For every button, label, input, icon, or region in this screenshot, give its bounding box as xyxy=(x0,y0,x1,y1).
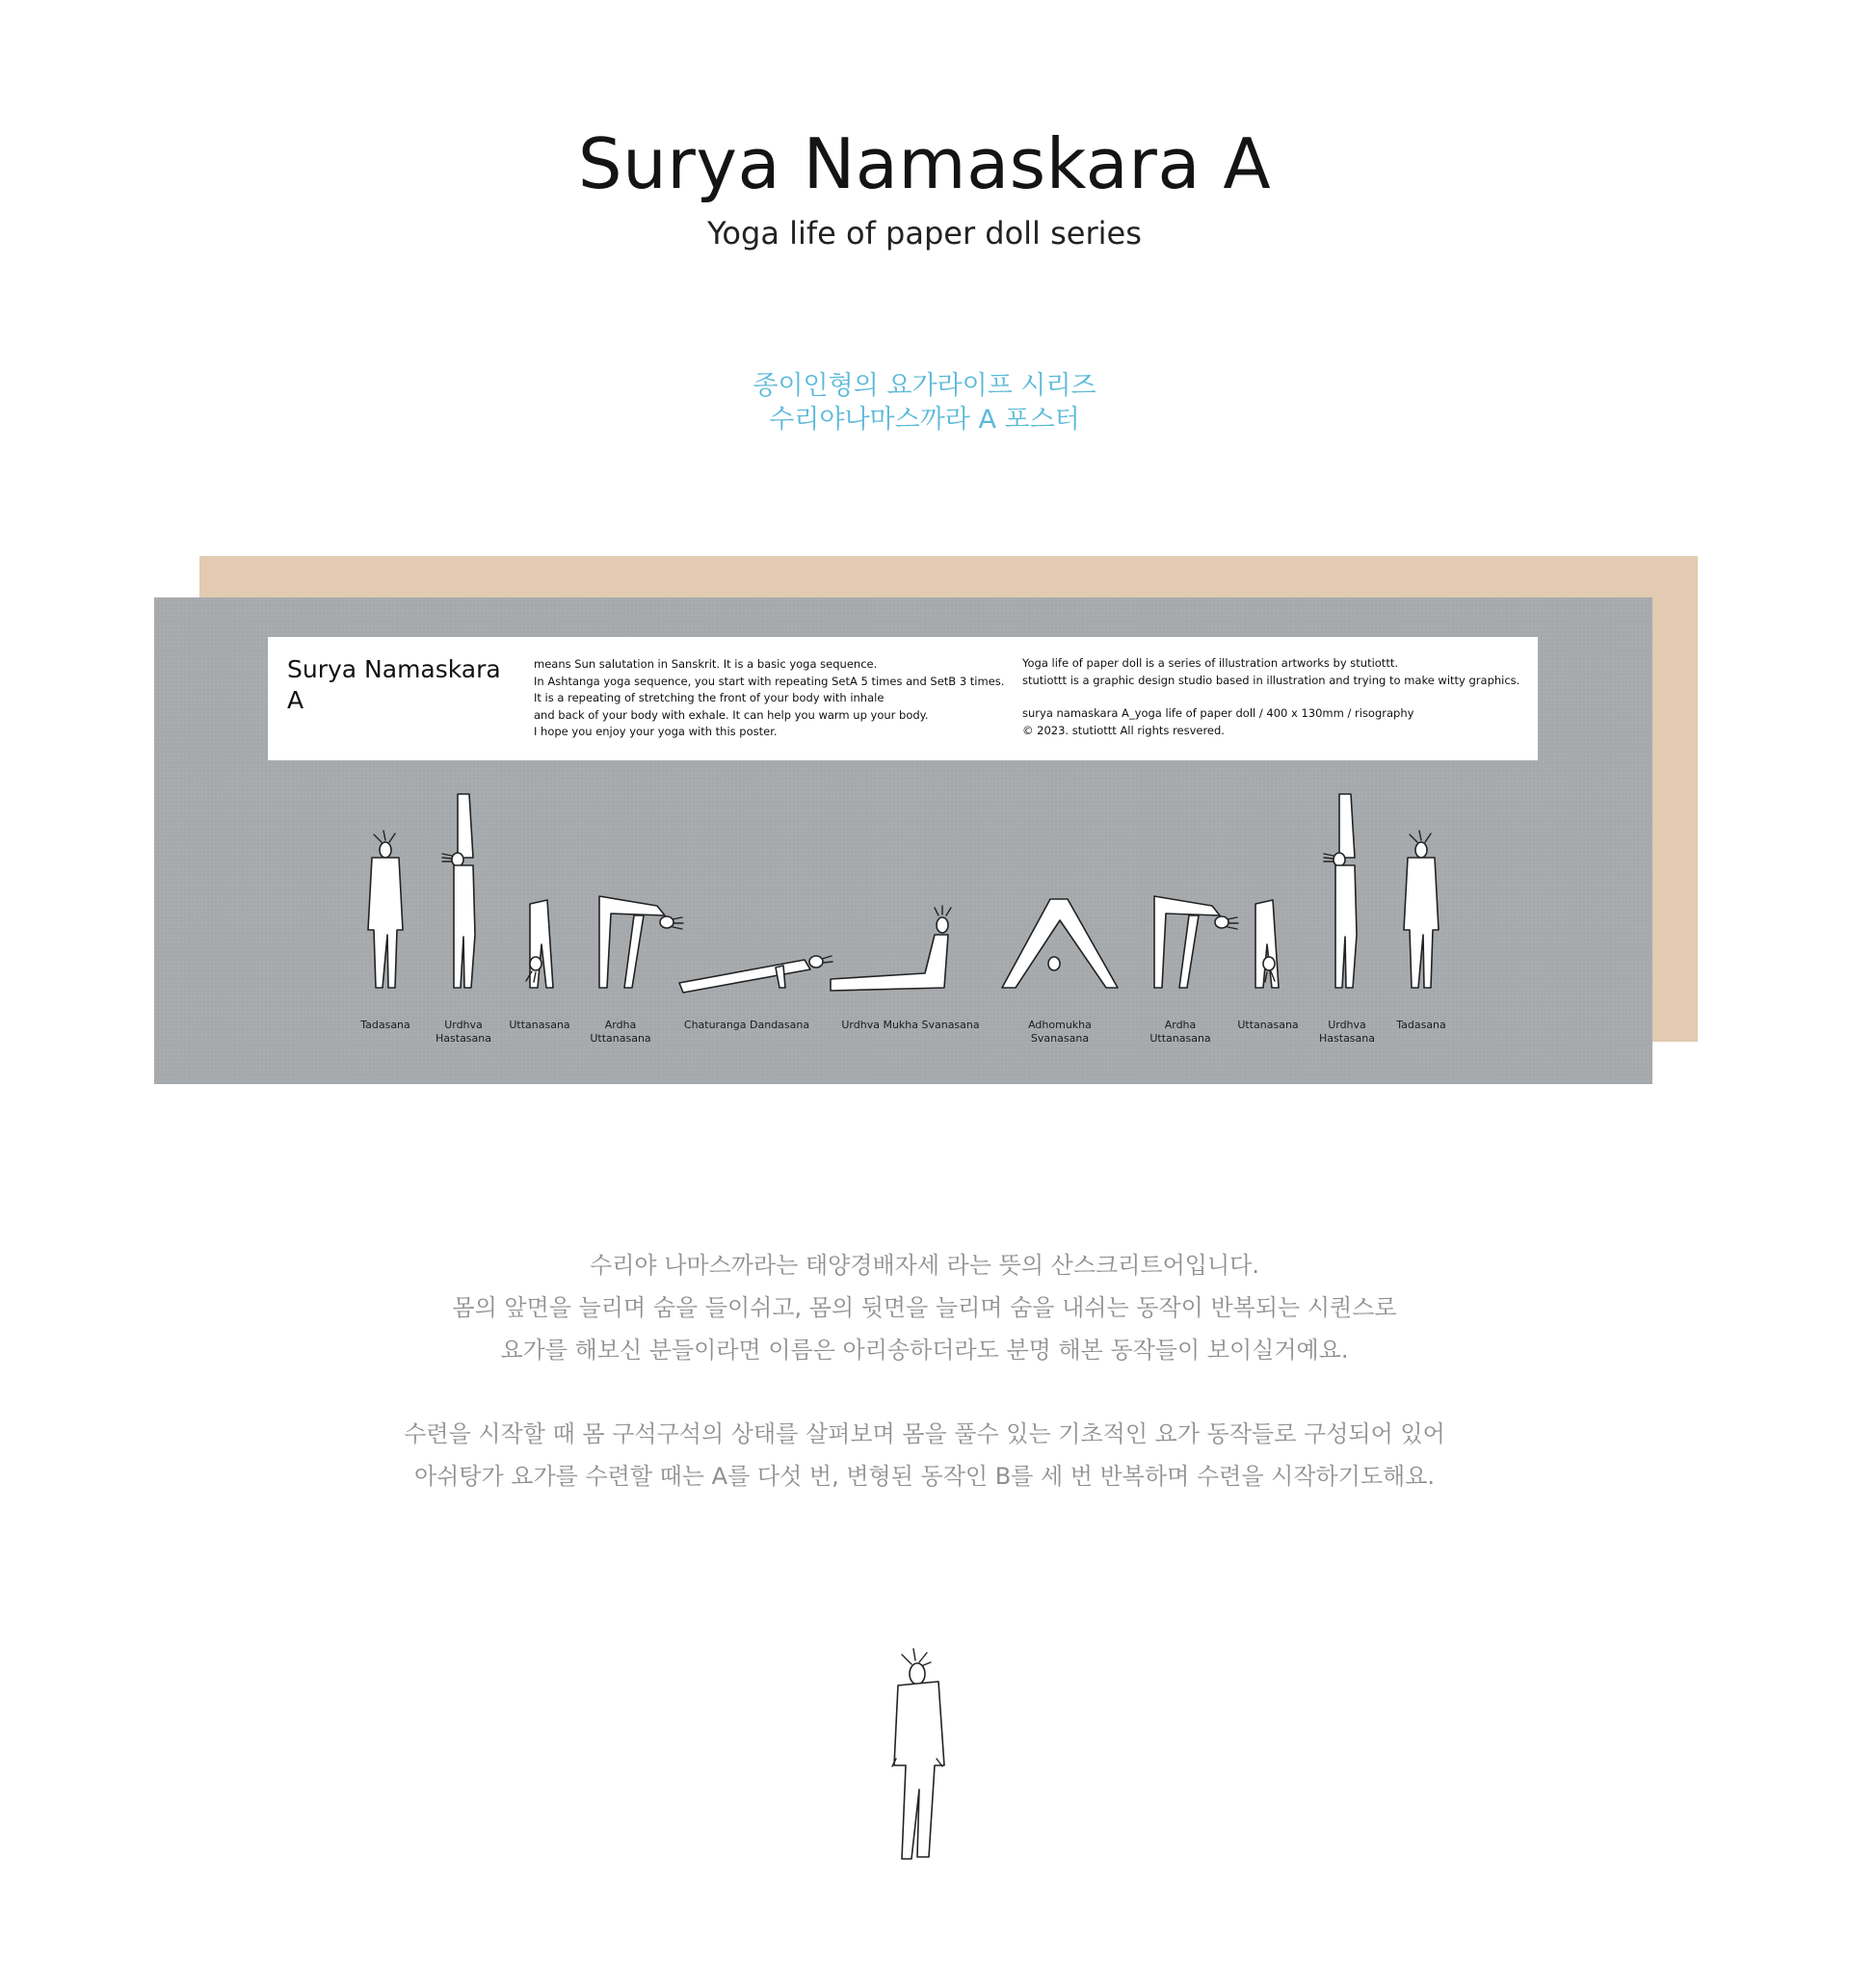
tadasana-figure-2 xyxy=(1404,831,1439,988)
uttanasana-figure xyxy=(526,900,553,988)
uttanasana-figure-2 xyxy=(1255,900,1279,988)
urdhva-hastasana-figure-2 xyxy=(1324,794,1357,988)
page-subtitle: Yoga life of paper doll series xyxy=(707,215,1142,252)
poster-credit: Yoga life of paper doll is a series of illustration artworks by stutiottt. stutiottt is a graphic design studio based in illustration and trying to make witty graphics. surya namaskara A_yoga life of paper doll / 400 x 130mm / risography © 2023. stutiottt All rights resvered. xyxy=(1022,656,1520,737)
urdhva-hastasana-figure xyxy=(442,794,475,988)
paper-doll-illustration xyxy=(879,1645,975,1862)
korean-description-paragraph: 수련을 시작할 때 몸 구석구석의 상태를 살펴보며 몸을 풀수 있는 기초적인 요가 동작들로 구성되어 있어 아쉬탕가 요가를 수련할 때는 A를 다섯 번, 변형된 동작인 B를 세 번 반복하며 수련을 시작하기도해요. xyxy=(404,1420,1445,1490)
page-title: Surya Namaskara A xyxy=(577,123,1272,204)
pose-label: Urdhva Hastasana xyxy=(1319,1019,1375,1045)
pose-label: Uttanasana xyxy=(1237,1019,1299,1031)
pose-label: Ardha Uttanasana xyxy=(1149,1019,1211,1045)
pose-label: Urdhva Mukha Svanasana xyxy=(841,1019,980,1031)
korean-description-paragraph: 수리야 나마스까라는 태양경배자세 라는 뜻의 산스크리트어입니다. 몸의 앞면을 늘리며 숨을 들이쉬고, 몸의 뒷면을 늘리며 숨을 내쉬는 동작이 반복되는 시퀀스로 요가를 해보신 분들이라면 이름은 아리송하더라도 분명 해본 동작들이 보이실거예요. xyxy=(452,1252,1397,1364)
ardha-uttanasana-figure xyxy=(599,896,683,988)
poster-info-title: Surya Namaskara A xyxy=(287,655,501,714)
pose-label: Tadasana xyxy=(1396,1019,1446,1031)
ardha-uttanasana-figure-2 xyxy=(1154,896,1238,988)
adhomukha-svanasana-figure xyxy=(1002,899,1118,988)
poster-description: means Sun salutation in Sanskrit. It is a basic yoga sequence. In Ashtanga yoga sequence, you start with repeating SetA 5 times and SetB 3 times. It is a repeating of stretching the front of your body with inhale and back of your body with exhale. It can help you warm up your body. I hope you enjoy your yoga with this poster. xyxy=(534,657,1005,738)
korean-heading-line: 수리야나마스까라 A 포스터 xyxy=(769,405,1080,435)
urdhva-mukha-svanasana-figure xyxy=(831,906,951,991)
pose-label: Uttanasana xyxy=(509,1019,570,1031)
korean-heading xyxy=(0,369,1849,437)
tadasana-figure xyxy=(368,831,403,988)
pose-label: Chaturanga Dandasana xyxy=(683,1019,810,1031)
pose-label: Urdhva Hastasana xyxy=(436,1019,491,1045)
poster-image xyxy=(154,597,1652,1084)
poster-info-box xyxy=(268,637,1538,760)
pose-label: Adhomukha Svanasana xyxy=(1028,1019,1092,1045)
yoga-pose-figures xyxy=(154,790,1652,1017)
pose-label: Ardha Uttanasana xyxy=(590,1019,651,1045)
chaturanga-dandasana-figure xyxy=(679,956,832,993)
korean-heading-line: 종이인형의 요가라이프 시리즈 xyxy=(753,371,1096,401)
pose-label: Tadasana xyxy=(360,1019,410,1031)
